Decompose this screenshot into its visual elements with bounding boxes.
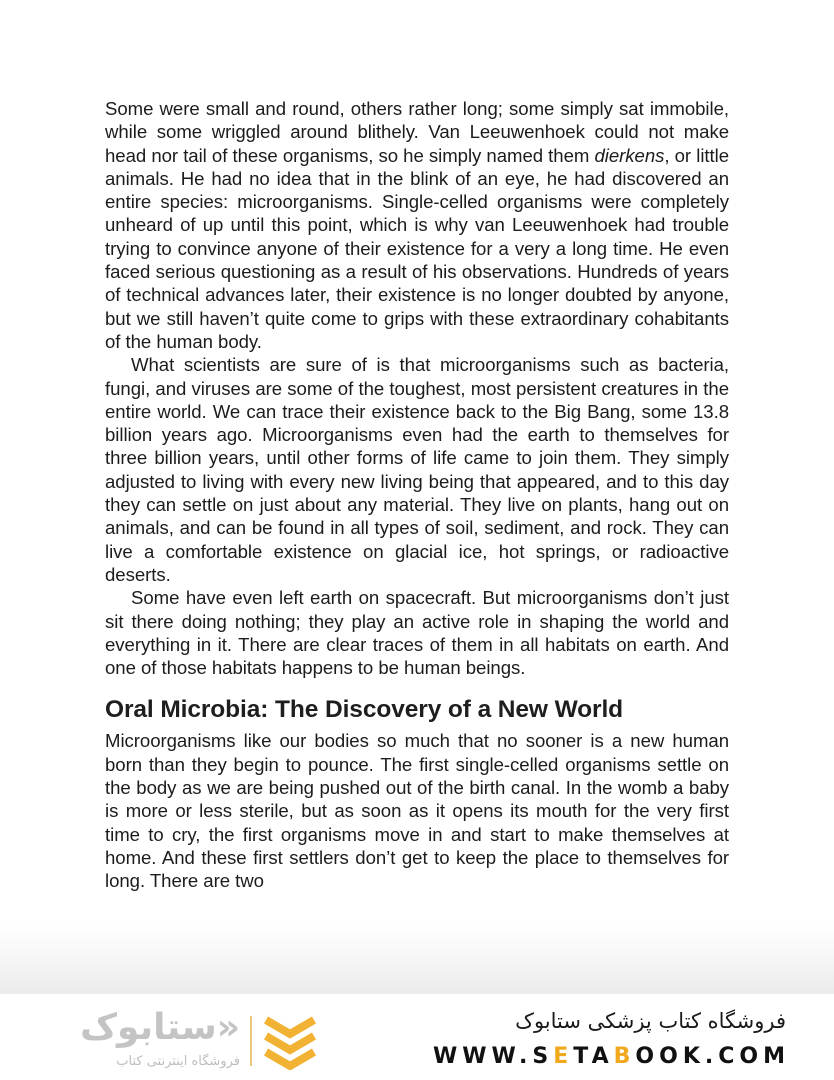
paragraph-2: What scientists are sure of is that microorganisms such as bacteria, fungi, and viruses are some of the toughest, most persistent creatures in the entire world. We can trace their existence back to the Big Bang, some 13.8 billion years ago. Microorganisms even had the earth to themselves for three billion years, until other forms of life came to join them. They simply adjusted to living with every new living being that appeared, and to this day they can settle on just about any material. They live on plants, hang out on animals, and can be found in all types of soil, sediment, and rock. They can live a comfortable existence on glacial ice, hot springs, or radioactive deserts. [105, 354, 729, 585]
logo-wordmark [60, 1006, 240, 1072]
url-char: M [763, 1044, 790, 1069]
url-char: B [613, 1044, 636, 1069]
url-char: T [573, 1044, 592, 1069]
logo-main-text: «ستابوک [80, 1007, 240, 1048]
page-fade-overlay [0, 925, 834, 995]
page-body [105, 97, 729, 893]
url-char: K [682, 1044, 705, 1069]
store-footer [0, 994, 834, 1080]
stacked-chevrons-icon [260, 1012, 320, 1070]
logo-subtext: فروشگاه اینترنتی کتاب [116, 1054, 240, 1069]
paragraph-1 [105, 97, 729, 353]
store-name: فروشگاه کتاب پزشکی ستابوک [515, 1009, 786, 1033]
url-char: W [462, 1044, 492, 1069]
url-char: E [553, 1044, 574, 1069]
store-logo[interactable] [60, 1006, 330, 1072]
store-url-link[interactable] [433, 1044, 790, 1070]
url-char: W [491, 1044, 520, 1069]
url-char: W [432, 1044, 463, 1069]
italic-term: dierkens [594, 144, 665, 166]
section-paragraph: Microorganisms like our bodies so much that no sooner is a new human born than they begin to pounce. The first single-celled organisms settle on the body as we are being pushed out of the birth canal. In the womb a baby is more or less sterile, but as soon as it opens its mouth for the very first time to cry, the first organisms move in and start to make themselves at home. And these first settlers don’t get to keep the place to themselves for long. There are two [105, 730, 729, 892]
url-char: S [532, 1044, 554, 1069]
paragraph-1-text-b: , or little animals. He had no idea that in the blink of an eye, he had discovered an entire species: microorganisms. Single-celled organisms were completely unheard of up until this point, which is why van Leeuwenhoek had trouble trying to convince anyone of their existence for a very a long time. He even faced serious questioning as a result of his observations. Hundreds of years of technical advances later, their existence is no longer doubted by anyone, but we still haven’t quite come to grips with these extraordinary cohabitants of the human body. [105, 144, 729, 352]
url-char: O [739, 1044, 764, 1069]
paragraph-1-text-a: Some were small and round, others rather long; some simply sat immobile, while some wriggled around blithely. Van Leeuwenhoek could not make head nor tail of these organisms, so he simply named them [105, 98, 729, 166]
section-heading: Oral Microbia: The Discovery of a New World [105, 696, 624, 724]
paragraph-3: Some have even left earth on spacecraft. But microorganisms don’t just sit there doing nothing; they play an active role in shaping the world and everything in it. There are clear traces of them in all habitats on earth. And one of those habitats happens to be human beings. [105, 587, 729, 679]
logo-divider [250, 1016, 252, 1066]
url-char: O [635, 1044, 660, 1069]
url-char: C [718, 1044, 740, 1069]
url-char: A [591, 1044, 614, 1069]
url-char: . [704, 1044, 719, 1069]
url-char: O [659, 1044, 683, 1069]
url-char: . [519, 1044, 533, 1069]
